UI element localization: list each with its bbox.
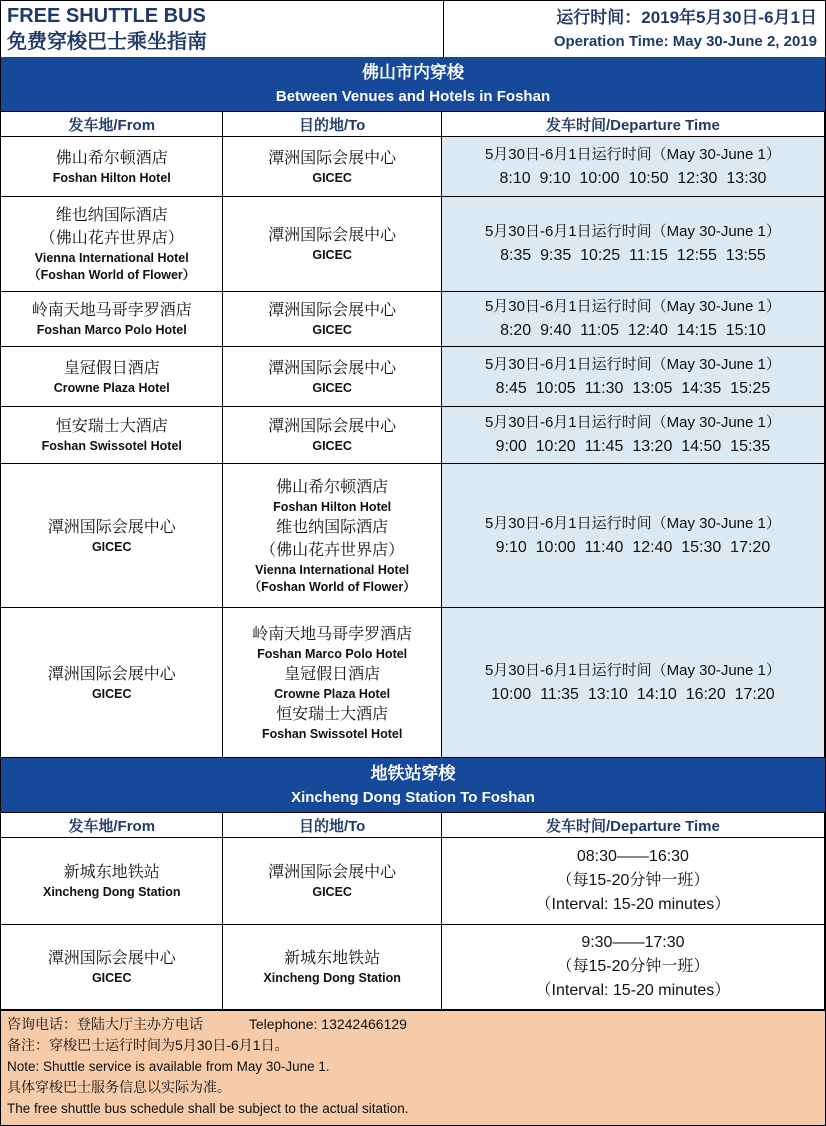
departure-time-cell [441, 838, 824, 925]
to-cell [223, 137, 441, 197]
footer-telephone-line [7, 1014, 819, 1035]
cell-line: 9:10 10:00 11:40 12:40 15:30 17:20 [495, 538, 771, 556]
departure-time-cell [441, 197, 824, 292]
from-cell [1, 838, 223, 925]
section2-banner [0, 758, 825, 812]
cell-line: 岭南天地马哥孛罗酒店 [31, 302, 192, 319]
cell-line: （Foshan World of Flower） [248, 579, 416, 594]
cell-line: （每15-20分钟一班） [556, 958, 710, 975]
from-cell [1, 464, 223, 608]
cell-line: Foshan Hilton Hotel [273, 499, 392, 514]
cell-line: GICEC [312, 885, 352, 899]
cell-line: 潭洲国际会展中心 [47, 950, 176, 967]
departure-time-cell [441, 137, 824, 197]
cell-line: 5月30日-6月1日运行时间（May 30-June 1） [484, 514, 781, 532]
departure-time-cell [441, 347, 824, 407]
page-title: FREE SHUTTLE BUS [7, 5, 206, 27]
cell-line: 维也纳国际酒店 [55, 207, 168, 224]
cell-line: 维也纳国际酒店 [276, 518, 389, 536]
footer-notes [0, 1010, 825, 1126]
cell-line: 潭洲国际会展中心 [268, 302, 397, 319]
cell-line: 5月30日-6月1日运行时间（May 30-June 1） [484, 355, 781, 373]
cell-line: 皇冠假日酒店 [284, 665, 381, 683]
cell-line: 8:35 9:35 10:25 11:15 12:55 13:55 [500, 247, 766, 264]
operation-time-en: Operation Time: May 30-June 2, 2019 [553, 33, 817, 50]
table-row [1, 925, 825, 1010]
departure-time-cell [441, 464, 824, 608]
cell-line: 恒安瑞士大酒店 [55, 418, 168, 435]
cell-line: 潭洲国际会展中心 [268, 227, 397, 244]
cell-line: 08:30——16:30 [576, 848, 689, 865]
departure-time-cell [441, 608, 824, 758]
cell-line: GICEC [312, 323, 352, 337]
cell-line: 皇冠假日酒店 [63, 359, 160, 377]
footer-disclaimer-zh: 具体穿梭巴士服务信息以实际为准。 [7, 1079, 231, 1095]
footer-note-en: Note: Shuttle service is available from May 30-June 1. [7, 1059, 330, 1074]
cell-line: Foshan Marco Polo Hotel [36, 323, 187, 337]
cell-line: 潭洲国际会展中心 [47, 665, 176, 683]
table-row [1, 838, 825, 925]
to-cell [223, 608, 441, 758]
cell-line: Vienna International Hotel [255, 562, 410, 577]
table-row [1, 347, 825, 407]
section1-banner-zh: 佛山市内穿梭 [362, 63, 464, 82]
table-row [1, 464, 825, 608]
operation-time-zh: 运行时间：2019年5月30日-6月1日 [556, 8, 817, 27]
footer-telephone-zh: 咨询电话：登陆大厅主办方电话 [7, 1016, 203, 1032]
table-row [1, 137, 825, 197]
cell-line: GICEC [91, 971, 132, 985]
page-header [0, 0, 825, 57]
to-cell [223, 197, 441, 292]
cell-line: （Interval: 15-20 minutes） [535, 982, 731, 999]
departure-time-cell [441, 292, 824, 347]
to-cell [223, 838, 441, 925]
column-header-from: 发车地/From [1, 813, 223, 838]
departure-time-cell [441, 407, 824, 464]
from-cell [1, 407, 223, 464]
cell-line: Xincheng Dong Station [42, 885, 181, 899]
cell-line: 9:00 10:20 11:45 13:20 14:50 15:35 [495, 438, 771, 455]
cell-line: Crowne Plaza Hotel [53, 380, 170, 395]
from-cell [1, 608, 223, 758]
cell-line: 佛山希尔顿酒店 [276, 478, 389, 496]
to-cell [223, 347, 441, 407]
cell-line: 8:45 10:05 11:30 13:05 14:35 15:25 [495, 379, 771, 397]
section1-table [0, 111, 825, 758]
from-cell [1, 347, 223, 407]
cell-line: （Interval: 15-20 minutes） [535, 896, 731, 913]
cell-line: 新城东地铁站 [63, 864, 160, 881]
section1-banner-en: Between Venues and Hotels in Foshan [275, 88, 551, 105]
column-header-to: 目的地/To [223, 112, 441, 137]
cell-line: Xincheng Dong Station [263, 971, 401, 985]
footer-note-zh: 备注：穿梭巴士运行时间为5月30日-6月1日。 [7, 1037, 289, 1053]
from-cell [1, 292, 223, 347]
cell-line: Foshan Marco Polo Hotel [257, 646, 408, 661]
cell-line: 佛山希尔顿酒店 [55, 149, 168, 167]
cell-line: 潭洲国际会展中心 [47, 518, 176, 536]
cell-line: 恒安瑞士大酒店 [276, 705, 389, 723]
cell-line: 新城东地铁站 [284, 950, 381, 967]
section2-header-row [1, 813, 825, 838]
section1-header-row [1, 112, 825, 137]
column-header-from: 发车地/From [1, 112, 223, 137]
cell-line: 潭洲国际会展中心 [268, 149, 397, 167]
from-cell [1, 925, 223, 1010]
table-row [1, 292, 825, 347]
page-title-zh: 免费穿梭巴士乘坐指南 [7, 31, 207, 53]
cell-line: GICEC [91, 539, 132, 554]
cell-line: GICEC [312, 439, 352, 453]
cell-line: 潭洲国际会展中心 [268, 418, 397, 435]
from-cell [1, 197, 223, 292]
cell-line: 8:10 9:10 10:00 10:50 12:30 13:30 [499, 169, 767, 187]
table-row [1, 197, 825, 292]
to-cell [223, 407, 441, 464]
cell-line: 5月30日-6月1日运行时间（May 30-June 1） [484, 223, 781, 240]
footer-telephone-number: Telephone: 13242466129 [248, 1016, 407, 1032]
cell-line: Foshan Swissotel Hotel [261, 726, 403, 741]
cell-line: 8:20 9:40 11:05 12:40 14:15 15:10 [500, 322, 766, 339]
cell-line: 潭洲国际会展中心 [268, 864, 397, 881]
table-row [1, 608, 825, 758]
section1-banner [0, 57, 825, 111]
cell-line: 9:30——17:30 [581, 934, 685, 951]
to-cell [223, 292, 441, 347]
cell-line: GICEC [312, 380, 352, 395]
cell-line: Vienna International Hotel [34, 251, 189, 265]
departure-time-cell [441, 925, 824, 1010]
cell-line: Crowne Plaza Hotel [274, 686, 391, 701]
cell-line: （Foshan World of Flower） [28, 268, 196, 282]
page-title-block [1, 1, 444, 57]
column-header-to: 目的地/To [223, 813, 441, 838]
cell-line: GICEC [91, 686, 132, 701]
section2-banner-zh: 地铁站穿梭 [370, 764, 456, 783]
footer-disclaimer-en: The free shuttle bus schedule shall be subject to the actual sitation. [7, 1101, 409, 1116]
cell-line: 5月30日-6月1日运行时间（May 30-June 1） [484, 661, 781, 679]
cell-line: Foshan Hilton Hotel [52, 170, 171, 185]
cell-line: Foshan Swissotel Hotel [41, 439, 182, 453]
cell-line: 10:00 11:35 13:10 14:10 16:20 17:20 [491, 685, 775, 703]
to-cell [223, 925, 441, 1010]
table-row [1, 407, 825, 464]
cell-line: 潭洲国际会展中心 [268, 359, 397, 377]
cell-line: （佛山花卉世界店） [260, 541, 405, 559]
cell-line: GICEC [312, 248, 352, 262]
section2-banner-en: Xincheng Dong Station To Foshan [291, 789, 535, 806]
from-cell [1, 137, 223, 197]
cell-line: 5月30日-6月1日运行时间（May 30-June 1） [484, 414, 781, 431]
operation-time-block [444, 1, 825, 57]
cell-line: 5月30日-6月1日运行时间（May 30-June 1） [484, 298, 781, 315]
cell-line: （每15-20分钟一班） [556, 872, 710, 889]
section2-table [0, 812, 825, 1010]
cell-line: （佛山花卉世界店） [39, 230, 184, 247]
cell-line: GICEC [312, 170, 352, 185]
cell-line: 5月30日-6月1日运行时间（May 30-June 1） [484, 145, 781, 163]
column-header-departure-time: 发车时间/Departure Time [441, 813, 824, 838]
to-cell [223, 464, 441, 608]
cell-line: 岭南天地马哥孛罗酒店 [252, 625, 413, 643]
column-header-departure-time: 发车时间/Departure Time [441, 112, 824, 137]
